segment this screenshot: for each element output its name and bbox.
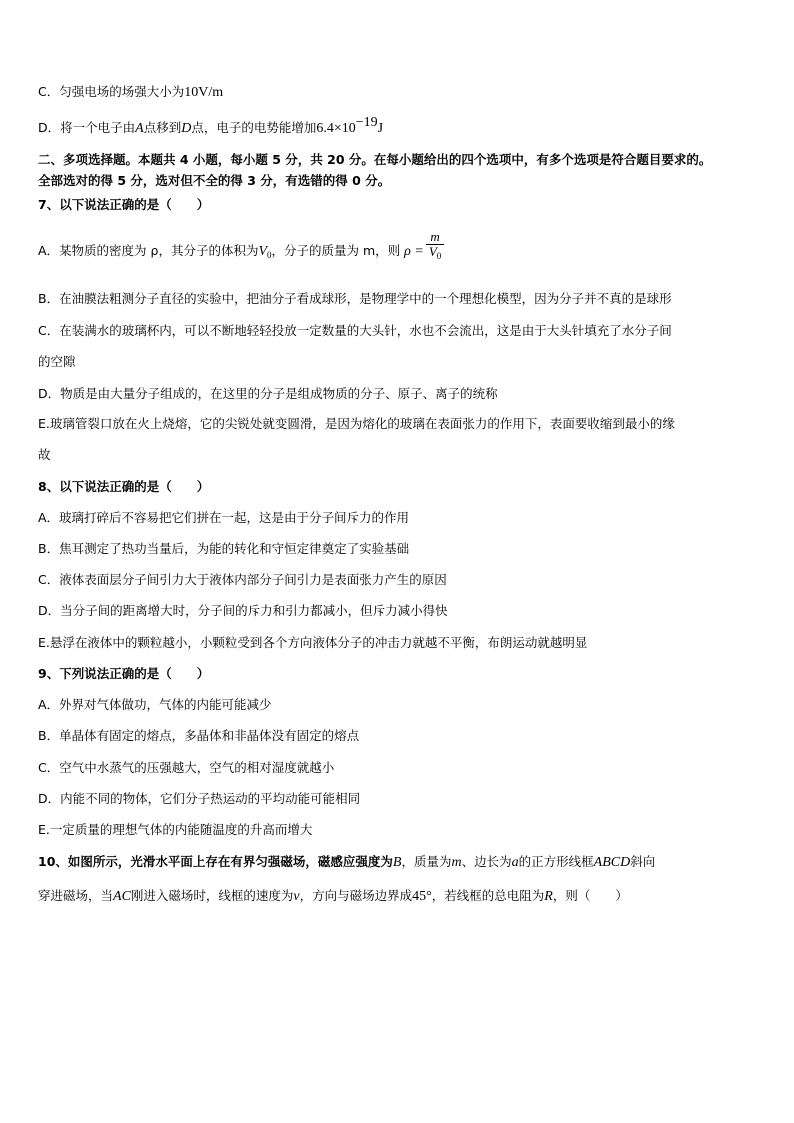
q8-option-e: E.悬浮在液体中的颗粒越小，小颗粒受到各个方向液体分子的冲击力就越不平衡，布朗运动就越明显 (38, 635, 588, 650)
q10-text-c: 、边长为 (461, 854, 512, 869)
q6-energy-base: 6.4×10 (316, 121, 356, 136)
q7-option-b: B．在油膜法粗测分子直径的实验中，把油分子看成球形，是物理学中的一个理想化模型，因为分子并不真的是球形 (38, 291, 672, 306)
q7-volume-v: V (258, 244, 268, 259)
q6-option-d (38, 115, 384, 138)
q10-symbol-r: R (544, 889, 553, 904)
q10-text-f: 穿进磁场，当 (38, 888, 114, 903)
q8-option-b: B．焦耳测定了热功当量后，为能的转化和守恒定律奠定了实验基础 (38, 541, 410, 556)
q6-energy-unit: J (377, 121, 384, 136)
q9-option-b: B．单晶体有固定的熔点，多晶体和非晶体没有固定的熔点 (38, 728, 360, 743)
q9-option-e: E.一定质量的理想气体的内能随温度的升高而增大 (38, 822, 313, 837)
q7-volume-symbol (258, 244, 271, 259)
q8-option-c: C．液体表面层分子间引力大于液体内部分子间引力是表面张力产生的原因 (38, 572, 447, 587)
q7-option-a (38, 229, 446, 261)
q10-text-d: 的正方形线框 (518, 854, 594, 869)
q10-text-a: 10、如图所示，光滑水平面上存在有界匀强磁场，磁感应强度为 (38, 854, 393, 869)
q8-option-a: A．玻璃打碎后不容易把它们拼在一起，这是由于分子间斥力的作用 (38, 510, 410, 525)
q10-text-e: 斜向 (630, 854, 656, 869)
q10-symbol-a: a (511, 855, 519, 870)
q8-stem: 8、以下说法正确的是（ ） (38, 479, 210, 494)
q8-option-d: D．当分子间的距离增大时，分子间的斥力和引力都减小，但斥力减小得快 (38, 603, 448, 618)
q6-point-a: A (135, 121, 144, 136)
q6-option-c (38, 83, 223, 102)
q7-volume-sub: 0 (267, 250, 272, 260)
q7-denominator-sub: 0 (436, 251, 442, 261)
q7-fraction-numerator: m (430, 229, 440, 244)
q7-fraction-denominator (426, 244, 444, 259)
q7-option-c-line1: C．在装满水的玻璃杯内，可以不断地轻轻投放一定数量的大头针，水也不会流出，这是由于大头针填充了水分子间 (38, 323, 672, 338)
q7-option-c-line2: 的空隙 (38, 354, 76, 369)
q6-option-c-text: C．匀强电场的场强大小为 (38, 84, 185, 99)
q10-angle: 45° (412, 889, 432, 904)
q10-symbol-m: m (451, 855, 462, 870)
q9-stem: 9、下列说法正确的是（ ） (38, 666, 210, 681)
q10-symbol-v: v (293, 889, 300, 904)
q10-symbol-b: B (392, 855, 402, 870)
q6-point-d: D (181, 121, 192, 136)
section2-instructions-line1: 二、多项选择题。本题共 4 小题，每小题 5 分，共 20 分。在每小题给出的四个选项中，有多个选项是符合题目要求的。 (38, 152, 712, 167)
q10-text-g: 刚进入磁场时，线框的速度为 (130, 888, 294, 903)
q10-text-h: ，方向与磁场边界成 (299, 888, 413, 903)
q10-symbol-abcd: ABCD (593, 855, 631, 870)
q10-stem-line1 (38, 853, 655, 872)
q7-option-d: D．物质是由大量分子组成的，在这里的分子是组成物质的分子、原子、离子的统称 (38, 386, 498, 401)
q7-option-a-text-b: ，分子的质量为 m，则 (271, 243, 401, 258)
q7-rho-symbol: ρ = (404, 244, 424, 259)
q6-option-d-text-c: 点，电子的电势能增加 (191, 120, 317, 135)
q10-text-i: ，若线框的总电阻为 (431, 888, 545, 903)
q10-text-b: ，质量为 (401, 854, 452, 869)
q9-option-c: C．空气中水蒸气的压强越大，空气的相对湿度就越小 (38, 760, 335, 775)
q7-option-e-line2: 故 (38, 447, 51, 462)
q6-energy-exp: −19 (355, 115, 378, 130)
q7-stem: 7、以下说法正确的是（ ） (38, 197, 210, 212)
q10-text-j: ，则（ ） (552, 888, 628, 903)
q9-option-d: D．内能不同的物体，它们分子热运动的平均动能可能相同 (38, 791, 361, 806)
q7-denominator-v: V (428, 244, 437, 259)
section2-instructions-line2: 全部选对的得 5 分，选对但不全的得 3 分，有选错的得 0 分。 (38, 173, 391, 188)
q9-option-a: A．外界对气体做功，气体的内能可能减少 (38, 697, 272, 712)
q6-option-c-value: 10V/m (184, 85, 224, 100)
q7-option-e-line1: E.玻璃管裂口放在火上烧熔，它的尖锐处就变圆滑，是因为熔化的玻璃在表面张力的作用下，表面要收缩到最小的缘 (38, 416, 675, 431)
q7-option-a-text-a: A．某物质的密度为 ρ，其分子的体积为 (38, 243, 259, 258)
q10-stem-line2 (38, 887, 628, 906)
q10-symbol-ac: AC (113, 889, 131, 904)
q6-option-d-text-a: D．将一个电子由 (38, 120, 136, 135)
q6-option-d-text-b: 点移到 (143, 120, 182, 135)
q7-density-fraction (426, 230, 444, 259)
